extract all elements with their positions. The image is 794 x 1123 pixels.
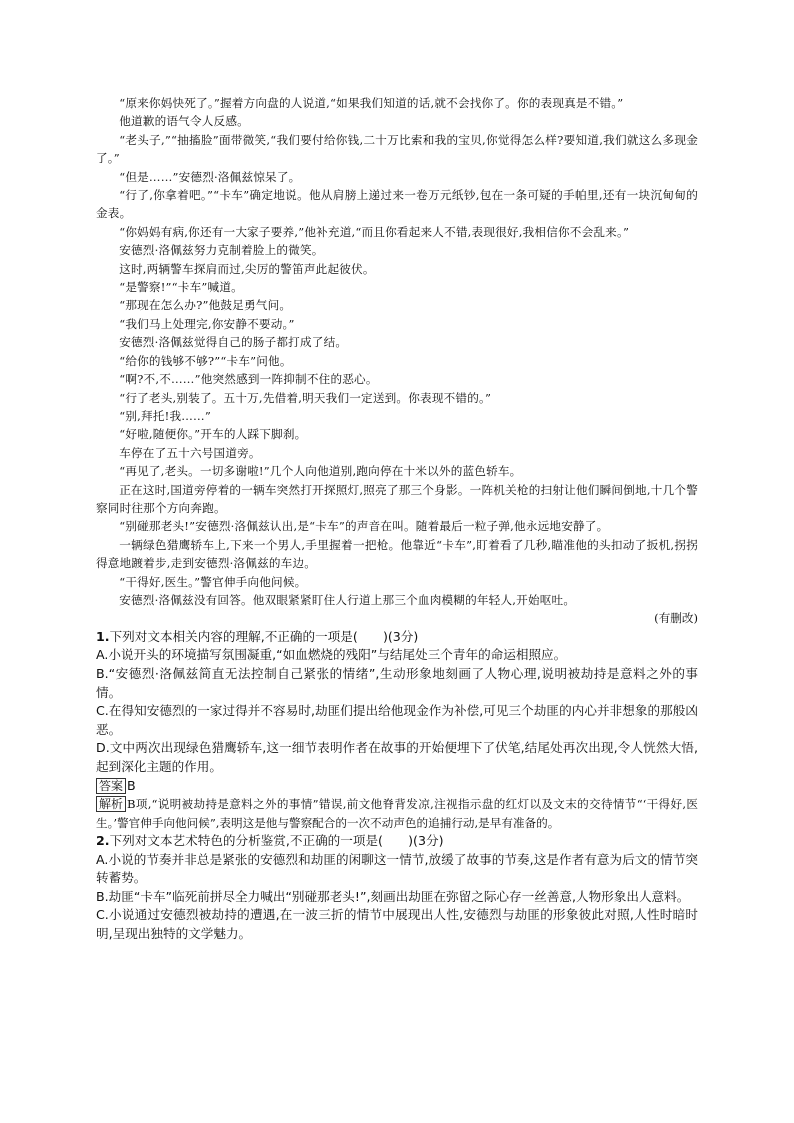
story-paragraph: 安德烈·洛佩兹觉得自己的肠子都打成了结。	[119, 335, 348, 350]
option-a: A.小说的节奏并非总是紧张的安德烈和劫匪的闲聊这一情节,放缓了故事的节奏,这是作者有意为后文的情节突转蓄势。	[96, 851, 698, 886]
story-paragraph: “行了,你拿着吧。”“卡车”确定地说。他从肩膀上递过来一卷万元纸钞,包在一条可疑的手帕里,还有一块沉甸甸的金表。	[96, 188, 698, 221]
source-note: (有删改)	[654, 611, 698, 626]
story-paragraph: “那现在怎么办?”他鼓足勇气问。	[119, 298, 292, 313]
analysis-line	[96, 795, 698, 832]
story-paragraph: 安德烈·洛佩兹没有回答。他双眼紧紧盯住人行道上那三个血肉模糊的年轻人,开始呕吐。	[119, 592, 576, 607]
story-paragraph: 正在这时,国道旁停着的一辆车突然打开探照灯,照亮了那三个身影。一阵机关枪的扫射让他们瞬间倒地,十几个警察同时往那个方向奔跑。	[96, 482, 698, 515]
option-b: B.劫匪“卡车”临死前拼尽全力喊出“别碰那老头!”,刻画出劫匪在弥留之际心存一丝善意,人物形象出人意料。	[96, 888, 690, 904]
story-paragraph: “行了老头,别装了。五十万,先借着,明天我们一定送到。你表现不错的。”	[119, 390, 492, 405]
story-paragraph: “别,拜托!我……”	[119, 408, 211, 423]
analysis-text: B项,“说明被劫持是意料之外的事情”错误,前文他脊背发凉,注视指示盘的红灯以及文末的交待情节“‘干得好,医生。’警官伸手向他问候”,表明这是他与警察配合的一次不动声色的追捕行动,是早有准备的。	[96, 797, 698, 830]
option-b: B.“安德烈·洛佩兹简直无法控制自己紧张的情绪”,生动形象地刻画了人物心理,说明被劫持是意料之外的事情。	[96, 665, 698, 700]
story-paragraph: “别碰那老头!”安德烈·洛佩兹认出,是“卡车”的声音在叫。随着最后一粒子弹,他永远地安静了。	[119, 519, 609, 534]
option-c: C.在得知安德烈的一家过得并不容易时,劫匪们提出给他现金作为补偿,可见三个劫匪的内心并非想象的那般凶恶。	[96, 703, 698, 737]
story-paragraph: “给你的钱够不够?”“卡车”问他。	[119, 353, 292, 368]
story-paragraph: 安德烈·洛佩兹努力克制着脸上的微笑。	[119, 243, 324, 258]
question-stem	[96, 832, 698, 851]
document-page	[96, 94, 698, 944]
answer-line	[96, 777, 698, 796]
option-d: D.文中两次出现绿色猎鹰轿车,这一细节表明作者在故事的开始便埋下了伏笔,结尾处再次出现,令人恍然大悟,起到深化主题的作用。	[96, 740, 698, 774]
answer-tag: 答案	[96, 778, 126, 794]
question-text: 下列对文本艺术特色的分析鉴赏,不正确的一项是( )(3分)	[109, 832, 444, 848]
story-paragraph: “干得好,医生。”警官伸手向他问候。	[119, 574, 307, 589]
option-c: C.小说通过安德烈被劫持的遭遇,在一波三折的情节中展现出人性,安德烈与劫匪的形象彼此对照,人性时暗时明,呈现出独特的文学魅力。	[96, 907, 698, 941]
analysis-tag: 解析	[96, 796, 126, 812]
story-paragraph: 一辆绿色猎鹰轿车上,下来一个男人,手里握着一把枪。他靠近“卡车”,盯着看了几秒,瞄准他的头扣动了扳机,拐拐得意地踱着步,走到安德烈·洛佩兹的车边。	[96, 537, 698, 571]
answer-value: B	[127, 777, 136, 793]
question-number: 2.	[96, 832, 110, 848]
story-paragraph: “好啦,随便你。”开车的人踩下脚刹。	[119, 427, 307, 442]
story-paragraph: “原来你妈快死了。”握着方向盘的人说道,“如果我们知道的话,就不会找你了。你的表现真是不错。”	[119, 96, 624, 110]
story-paragraph: “我们马上处理完,你安静不要动。”	[119, 316, 295, 331]
story-paragraph: “再见了,老头。一切多谢啦!”几个人向他道别,跑向停在十米以外的蓝色轿车。	[119, 464, 522, 479]
story-paragraph: 这时,两辆警车探肩而过,尖厉的警笛声此起彼伏。	[119, 261, 375, 276]
story-paragraph: 他道歉的语气令人反感。	[119, 114, 249, 129]
story-paragraph: 车停在了五十六号国道旁。	[119, 445, 261, 460]
story-text	[96, 94, 698, 609]
option-a: A.小说开头的环境描写氛围凝重,“如血燃烧的残阳”与结尾处三个青年的命运相照应。	[96, 647, 567, 663]
story-paragraph: “啊?不,不……”他突然感到一阵抑制不住的恶心。	[119, 372, 378, 387]
story-paragraph: “是警察!”“卡车”喊道。	[119, 280, 243, 295]
question-number: 1.	[96, 628, 110, 644]
question-2	[96, 832, 698, 944]
story-paragraph: “但是……”安德烈·洛佩兹惊呆了。	[119, 169, 301, 184]
story-paragraph: “你妈妈有病,你还有一大家子要养,”他补充道,“而且你看起来人不错,表现很好,我相信你不会乱来。”	[119, 224, 630, 239]
story-paragraph: “老头子,”“抽搐脸”面带微笑,“我们要付给你钱,二十万比索和我的宝贝,你觉得怎么样?要知道,我们就这么多现金了。”	[96, 132, 698, 166]
question-1	[96, 628, 698, 832]
question-stem	[96, 628, 698, 647]
question-text: 下列对文本相关内容的理解,不正确的一项是( )(3分)	[109, 628, 419, 644]
